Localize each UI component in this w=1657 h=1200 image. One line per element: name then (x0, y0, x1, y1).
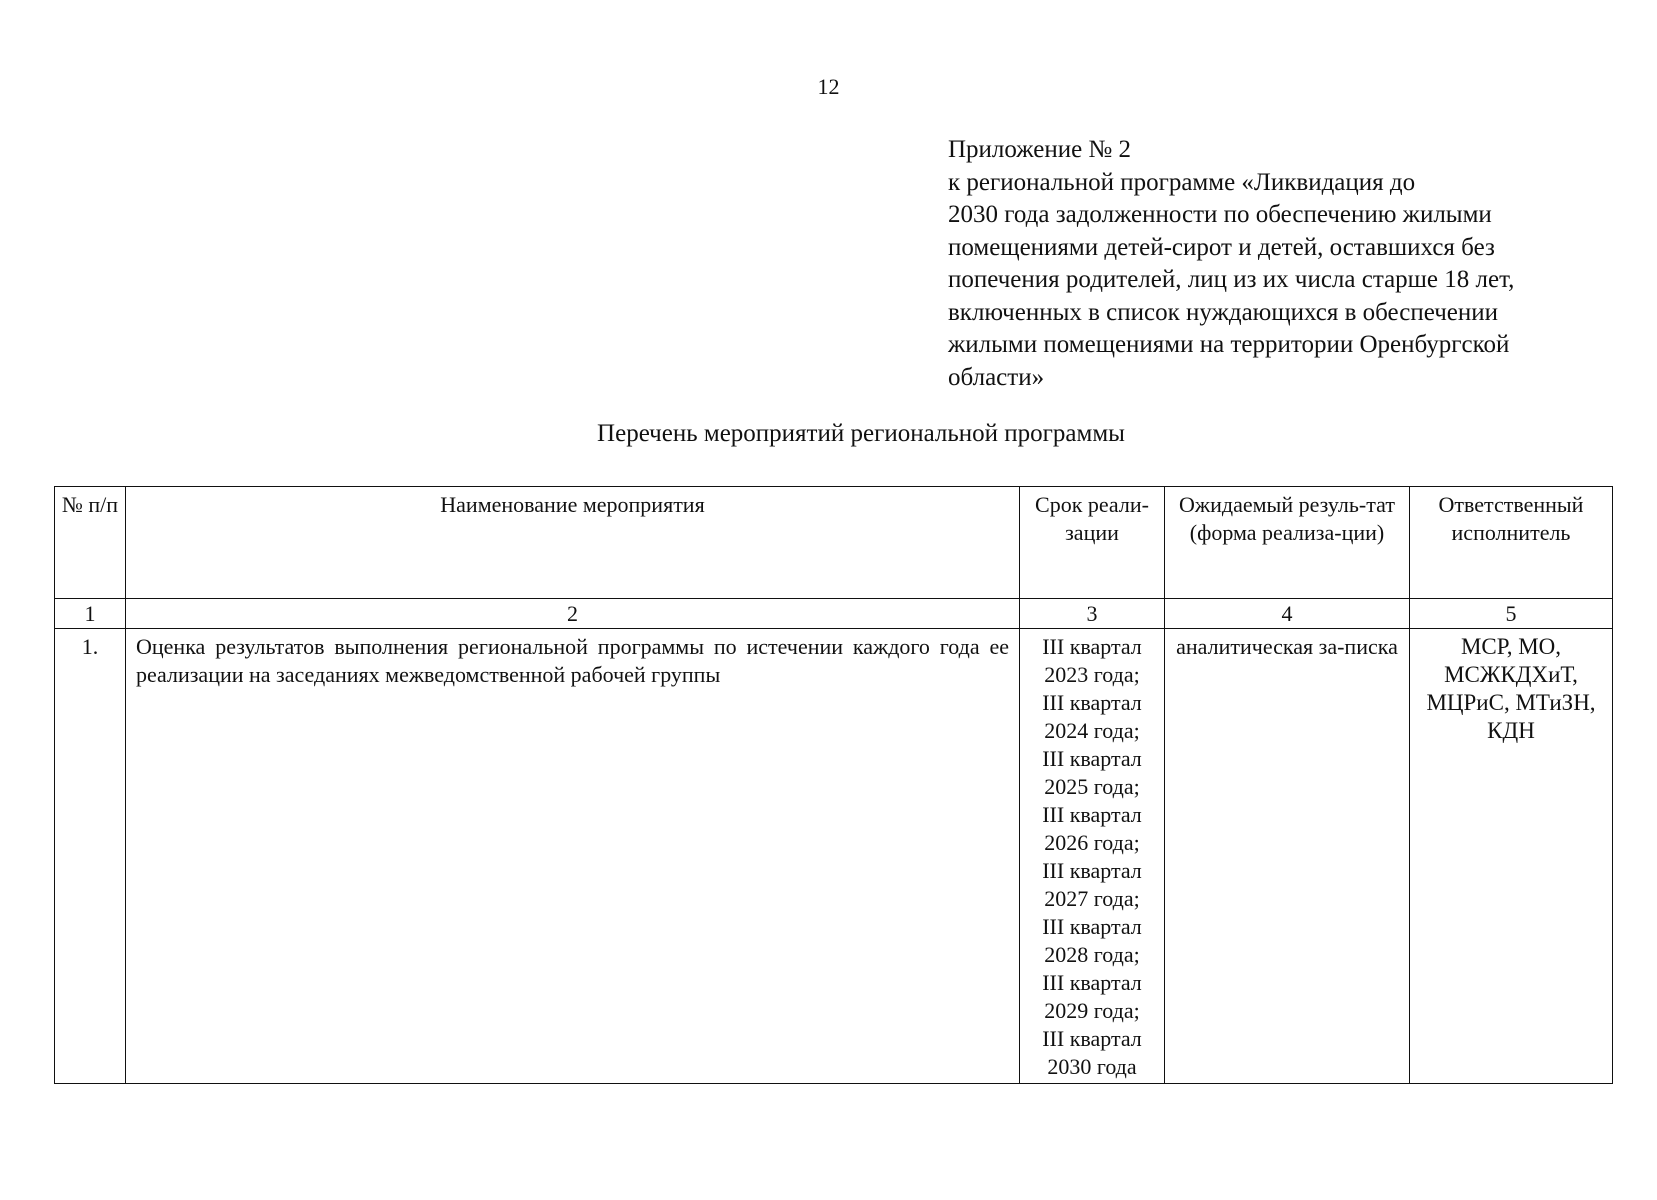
appendix-header (948, 134, 1628, 394)
term-line: III квартал (1042, 690, 1142, 715)
appendix-line: области» (948, 363, 1045, 391)
column-number: 4 (1165, 599, 1410, 629)
column-number: 5 (1410, 599, 1613, 629)
appendix-line: 2030 года задолженности по обеспечению жилыми (948, 201, 1492, 228)
page-number: 12 (817, 74, 840, 99)
row-number: 1. (55, 629, 126, 1084)
term-line: 2025 года; (1044, 774, 1140, 799)
table-header-row (55, 487, 1613, 599)
column-numbers-row (55, 599, 1613, 629)
events-table (54, 486, 1613, 1084)
header-responsible: Ответственный исполнитель (1410, 487, 1613, 599)
term-line: III квартал (1042, 858, 1142, 883)
term-line: III квартал (1042, 634, 1142, 659)
term-line: 2026 года; (1044, 830, 1140, 855)
appendix-line: включенных в список нуждающихся в обеспечении (948, 298, 1499, 326)
document-title: Перечень мероприятий региональной программы (597, 420, 1125, 447)
header-term: Срок реали-зации (1020, 487, 1165, 599)
header-name: Наименование мероприятия (126, 487, 1020, 599)
term-line: III квартал (1042, 746, 1142, 771)
term-line: III квартал (1042, 914, 1142, 939)
header-result: Ожидаемый резуль-тат (форма реализа-ции) (1165, 487, 1410, 599)
term-line: 2029 года; (1044, 998, 1140, 1023)
header-num: № п/п (55, 487, 126, 599)
term-line: 2027 года; (1044, 886, 1140, 911)
table-row (55, 629, 1613, 1084)
term-line: 2023 года; (1044, 662, 1140, 687)
expected-result: аналитическая за-писка (1165, 629, 1410, 1084)
column-number: 3 (1020, 599, 1165, 629)
column-number: 2 (126, 599, 1020, 629)
event-term (1020, 629, 1165, 1084)
term-line: III квартал (1042, 802, 1142, 827)
appendix-line: помещениями детей-сирот и детей, оставшихся без (948, 233, 1495, 261)
appendix-line: к региональной программе «Ликвидация до (948, 168, 1416, 196)
term-line: III квартал (1042, 1026, 1142, 1051)
term-line: III квартал (1042, 970, 1142, 995)
appendix-line: попечения родителей, лиц из их числа старше 18 лет, (948, 266, 1515, 293)
term-line: 2028 года; (1044, 942, 1140, 967)
responsible-executor: МСР, МО, МСЖКДХиТ, МЦРиС, МТиЗН, КДН (1410, 629, 1613, 1084)
term-line: 2024 года; (1044, 718, 1140, 743)
appendix-line: жилыми помещениями на территории Оренбургской (948, 331, 1510, 358)
column-number: 1 (55, 599, 126, 629)
appendix-line: Приложение № 2 (948, 136, 1132, 163)
term-line: 2030 года (1047, 1054, 1137, 1079)
event-name: Оценка результатов выполнения региональной программы по истечении каждого года ее реализации на заседаниях межведомственной рабочей группы (126, 629, 1020, 1084)
